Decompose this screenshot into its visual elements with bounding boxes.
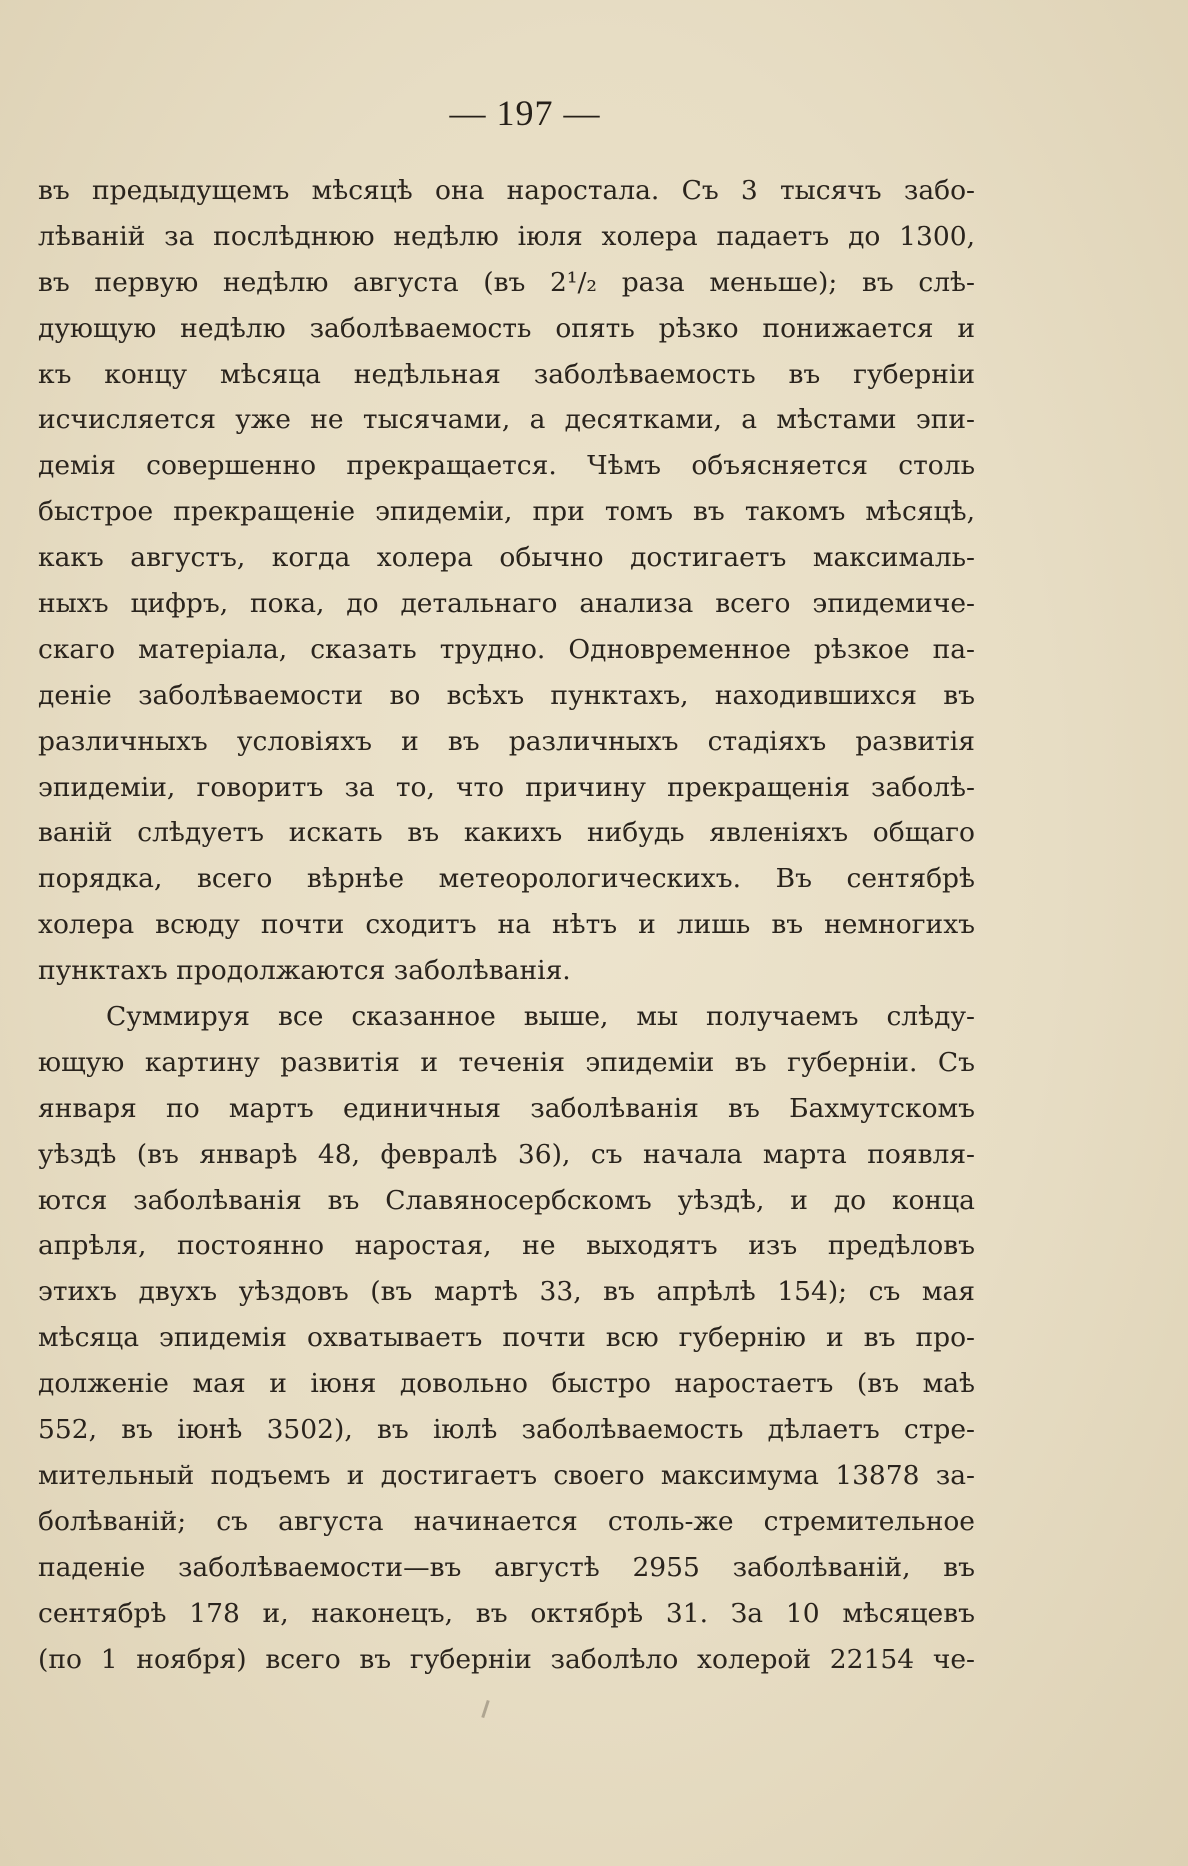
- text-line: дующую недѣлю заболѣваемость опять рѣзко понижается и: [38, 312, 975, 344]
- paper-mark: [481, 1700, 489, 1718]
- text-line: 552, въ іюнѣ 3502), въ іюлѣ заболѣваемость дѣлаетъ стре-: [38, 1414, 975, 1446]
- text-line: въ первую недѣлю августа (въ 2¹/₂ раза меньше); въ слѣ-: [38, 266, 975, 298]
- text-line: въ предыдущемъ мѣсяцѣ она наростала. Съ 3 тысячъ забо-: [38, 175, 975, 206]
- paragraph: [38, 994, 975, 1682]
- text-line: какъ августъ, когда холера обычно достигаетъ максималь-: [38, 542, 975, 574]
- text-line: этихъ двухъ уѣздовъ (въ мартѣ 33, въ апрѣлѣ 154); съ мая: [38, 1276, 975, 1308]
- text-line: паденіе заболѣваемости—въ августѣ 2955 заболѣваній, въ: [38, 1551, 975, 1583]
- text-line: долженіе мая и іюня довольно быстро наростаетъ (въ маѣ: [38, 1368, 975, 1400]
- paragraph: [38, 168, 975, 994]
- text-line: демія совершенно прекращается. Чѣмъ объясняется столь: [38, 450, 975, 482]
- text-line: порядка, всего вѣрнѣе метеорологическихъ. Въ сентябрѣ: [38, 863, 975, 895]
- text-line: апрѣля, постоянно наростая, не выходятъ изъ предѣловъ: [38, 1230, 975, 1262]
- text-line: пунктахъ продолжаются заболѣванія.: [38, 955, 571, 987]
- text-line: скаго матеріала, сказать трудно. Одновременное рѣзкое па-: [38, 633, 975, 665]
- text-line: ныхъ цифръ, пока, до детальнаго анализа всего эпидемиче-: [38, 588, 975, 620]
- text-line: холера всюду почти сходитъ на нѣтъ и лишь въ немногихъ: [38, 909, 975, 941]
- text-line: быстрое прекращеніе эпидеміи, при томъ въ такомъ мѣсяцѣ,: [38, 496, 975, 528]
- text-line: мѣсяца эпидемія охватываетъ почти всю губернію и въ про-: [38, 1322, 975, 1354]
- text-line: ются заболѣванія въ Славяносербскомъ уѣздѣ, и до конца: [38, 1184, 975, 1216]
- text-line: ваній слѣдуетъ искать въ какихъ нибудь явленіяхъ общаго: [38, 817, 975, 849]
- text-line: деніе заболѣваемости во всѣхъ пунктахъ, находившихся въ: [38, 679, 975, 711]
- text-line: (по 1 ноября) всего въ губерніи заболѣло холерой 22154 че-: [38, 1643, 975, 1675]
- text-line: уѣздѣ (въ январѣ 48, февралѣ 36), съ начала марта появля-: [38, 1138, 975, 1170]
- text-line: эпидеміи, говоритъ за то, что причину прекращенія заболѣ-: [38, 771, 975, 803]
- text-line: сентябрѣ 178 и, наконецъ, въ октябрѣ 31. За 10 мѣсяцевъ: [38, 1597, 975, 1629]
- text-line: января по мартъ единичныя заболѣванія въ Бахмутскомъ: [38, 1092, 975, 1124]
- text-line: болѣваній; съ августа начинается столь-же стремительное: [38, 1505, 975, 1537]
- text-line: исчисляется уже не тысячами, а десятками, а мѣстами эпи-: [38, 404, 975, 436]
- body-text: [38, 168, 975, 1682]
- text-line: Суммируя все сказанное выше, мы получаемъ слѣду-: [106, 1001, 975, 1033]
- text-line: ющую картину развитія и теченія эпидеміи въ губерніи. Съ: [38, 1046, 975, 1078]
- text-line: къ концу мѣсяца недѣльная заболѣваемость въ губерніи: [38, 358, 975, 390]
- text-line: мительный подъемъ и достигаетъ своего максимума 13878 за-: [38, 1459, 975, 1491]
- page-number: — 197 —: [449, 93, 601, 133]
- text-line: лѣваній за послѣднюю недѣлю іюля холера падаетъ до 1300,: [38, 220, 975, 252]
- text-line: различныхъ условіяхъ и въ различныхъ стадіяхъ развитія: [38, 725, 975, 757]
